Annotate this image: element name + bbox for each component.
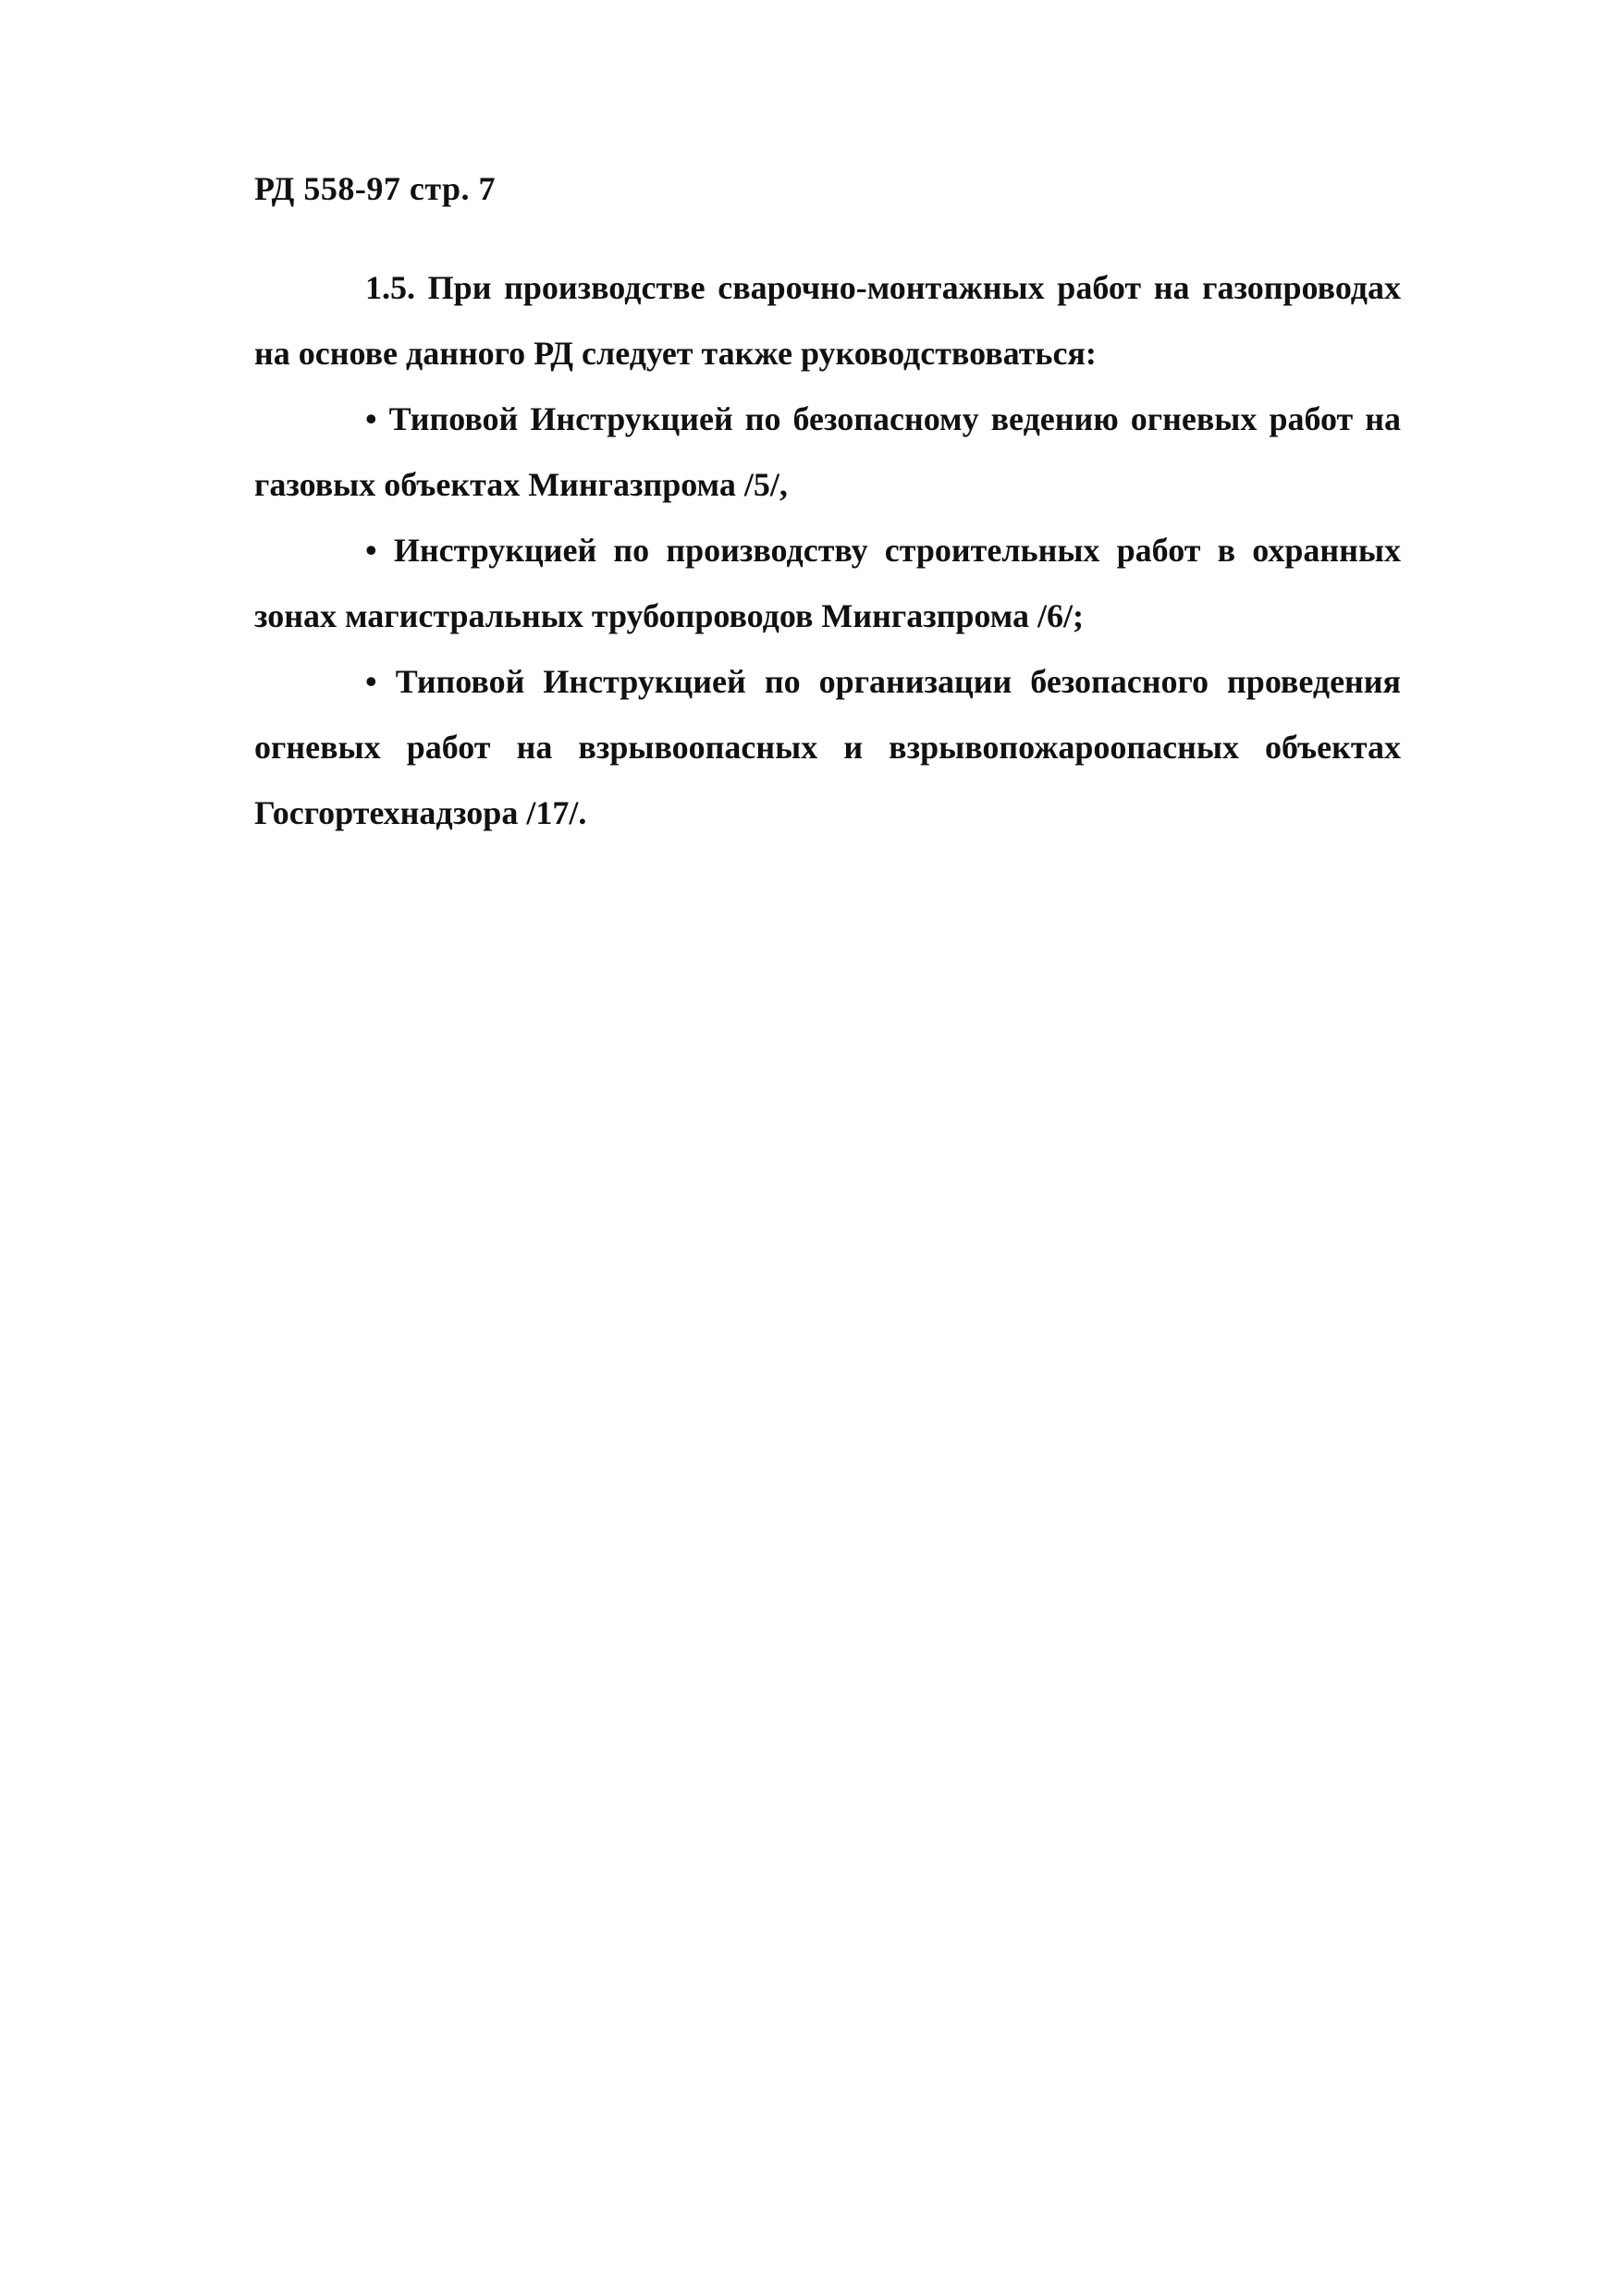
list-item — [254, 387, 1401, 518]
list-item-text: Инструкцией по производству строительных работ в охранных зонах магистральных трубопроводов Мингазпрома /6/; — [254, 532, 1402, 634]
list-item — [254, 649, 1401, 846]
bullet-marker: • — [365, 400, 377, 437]
list-item-text: Типовой Инструкцией по организации безопасного проведения огневых работ на взрывоопасных и взрывопожароопасных объектах Госгортехнадзора /17/. — [254, 663, 1402, 831]
bullet-marker: • — [365, 663, 377, 700]
list-item-text: Типовой Инструкцией по безопасному ведению огневых работ на газовых объектах Мингазпрома /5/, — [254, 400, 1401, 503]
page-header: РД 558-97 стр. 7 — [254, 170, 497, 207]
paragraph-1-5: 1.5. При производстве сварочно-монтажных работ на газопроводах на основе данного РД следует также руководствоваться: — [254, 269, 1401, 372]
list-item — [254, 518, 1401, 649]
document-body — [254, 255, 1401, 846]
bullet-marker: • — [365, 532, 377, 569]
